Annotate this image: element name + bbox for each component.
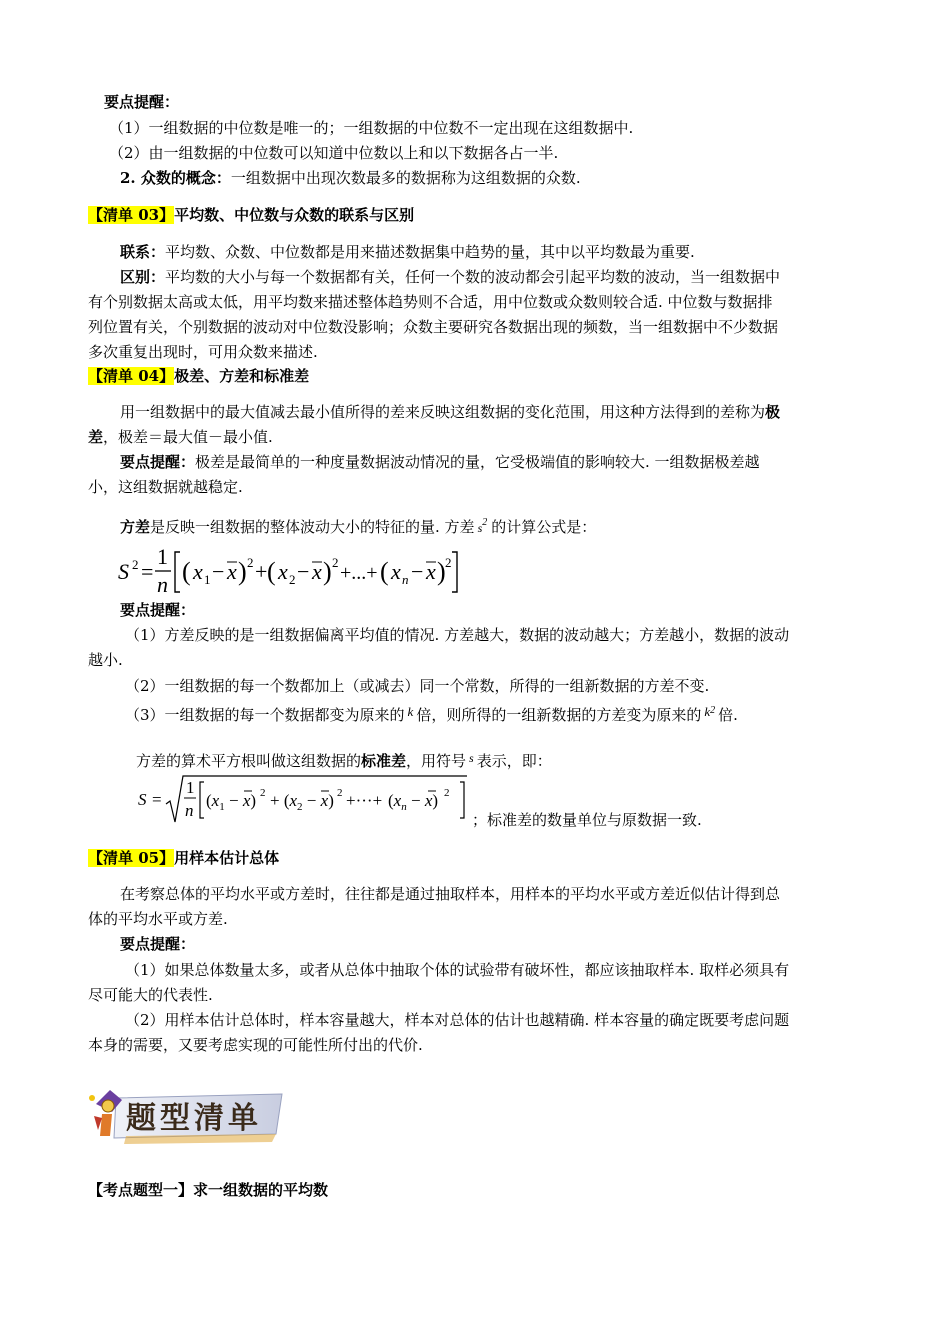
range-bold-2: 差 <box>88 428 104 446</box>
variance-bold: 方差 <box>120 518 151 536</box>
logo-text: 题型清单 <box>126 1101 262 1136</box>
sample-note-2-line-1: （2）用样本估计总体时，样本容量越大，样本对总体的估计也越精确. 样本容量的确定既要考虑问题 <box>125 1011 790 1029</box>
svg-text:x: x <box>426 559 436 584</box>
median-note-2: （2）由一组数据的中位数可以知道中位数以上和以下数据各占一半. <box>109 144 559 162</box>
section-05-tag: 【清单 05】 <box>88 849 175 867</box>
variance-note-label: 要点提醒： <box>120 601 196 619</box>
std-tail: ；标准差的数量单位与原数据一致. <box>472 811 702 829</box>
sample-note-1-line-2: 尽可能大的代表性. <box>88 986 213 1004</box>
std-intro <box>136 751 552 772</box>
range-note-label: 要点提醒： <box>120 453 196 471</box>
section-05-title: 用样本估计总体 <box>174 849 280 867</box>
sample-note-2-line-2: 本身的需要，又要考虑实现的可能性所付出的代价. <box>88 1036 423 1054</box>
formula-n: n <box>157 572 168 597</box>
note3-text-c: 倍. <box>718 706 738 724</box>
formula-S: S <box>118 559 129 584</box>
svg-text:2: 2 <box>332 555 339 570</box>
std-formula-eq: = <box>152 790 162 809</box>
std-text-d: 表示，即： <box>476 752 552 770</box>
std-formula-S: S <box>138 790 147 809</box>
term2-sub: 2 <box>289 572 296 587</box>
svg-text:(x1 − x): $(x_1 - x)$ <box>206 791 257 813</box>
formula-equals: = <box>141 559 154 584</box>
note3-k: k <box>407 704 414 719</box>
range-line-1 <box>120 402 780 422</box>
variance-note-1-line-1: （1）方差反映的是一组数据偏离平均值的情况. 方差越大，数据的波动越大；方差越小，数据的波动 <box>125 626 790 644</box>
formula-S-square: 2 <box>132 557 139 572</box>
svg-text:(: ( <box>267 557 276 586</box>
svg-text:2: 2 <box>260 787 266 799</box>
svg-text:2: 2 <box>444 787 450 799</box>
std-symbol: s <box>469 751 474 765</box>
diff-line-2: 有个别数据太高或太低，用平均数来描述整体趋势则不合适，用中位数或众数则较合适. 中位数与数据排 <box>88 293 773 311</box>
formula-one: 1 <box>157 544 168 569</box>
svg-text:x: x <box>312 559 322 584</box>
svg-text:2: 2 <box>337 787 343 799</box>
range-text-1: 用一组数据中的最大值减去最小值所得的差来反映这组数据的变化范围，用这种方法得到的差称为 <box>120 403 766 421</box>
svg-text:+: + <box>255 559 268 584</box>
svg-text:−: − <box>411 559 424 584</box>
relation-text: 平均数、众数、中位数都是用来描述数据集中趋势的量，其中以平均数最为重要. <box>165 243 695 261</box>
section-03-heading <box>88 205 414 225</box>
svg-text:x: x <box>391 559 401 584</box>
question-type-title: 【考点题型一】求一组数据的平均数 <box>88 1181 329 1199</box>
relation-line <box>120 242 695 262</box>
variance-formula <box>112 542 472 600</box>
mode-text: 一组数据中出现次数最多的数据称为这组数据的众数. <box>230 169 581 187</box>
section-03-tag: 【清单 03】 <box>88 206 175 224</box>
sample-note-1-line-1: （1）如果总体数量太多，或者从总体中抽取个体的试验带有破坏性，都应该抽取样本. 取样必须具有 <box>125 961 790 979</box>
mode-definition <box>120 168 581 188</box>
svg-text:2: 2 <box>445 555 452 570</box>
note3-text-b: 倍，则所得的一组新数据的方差变为原来的 <box>416 706 702 724</box>
section-04-heading <box>88 366 309 386</box>
diff-text-1: 平均数的大小与每一个数据都有关，任何一个数的波动都会引起平均数的波动，当一组数据中 <box>165 268 781 286</box>
key-point-label: 要点提醒： <box>104 93 180 111</box>
termn-sub: n <box>402 572 409 587</box>
variance-text-2: 的计算公式是： <box>491 518 597 536</box>
svg-text:): ) <box>323 557 332 586</box>
section-04-title: 极差、方差和标准差 <box>174 367 310 385</box>
section-03-title: 平均数、中位数与众数的联系与区别 <box>174 206 415 224</box>
note3-square: 2 <box>710 705 716 716</box>
sample-line-1: 在考察总体的平均水平或方差时，往往都是通过抽取样本，用样本的平均水平或方差近似估计得到总 <box>120 885 781 903</box>
range-line-2 <box>88 427 273 447</box>
relation-label: 联系： <box>120 243 166 261</box>
svg-text:(: ( <box>182 557 191 586</box>
variance-intro <box>120 517 596 540</box>
range-note-line-1 <box>120 452 760 472</box>
variance-note-3 <box>125 705 738 728</box>
median-note-1: （1）一组数据的中位数是唯一的；一组数据的中位数不一定出现在这组数据中. <box>109 119 634 137</box>
note3-k2: k <box>704 704 711 719</box>
diff-line-3: 列位置有关，个别数据的波动对中位数没影响；众数主要研究各数据出现的频数，当一组数据中不少数据 <box>88 318 779 336</box>
svg-text:x: x <box>227 559 237 584</box>
range-note-text: 极差是最简单的一种度量数据波动情况的量，它受极端值的影响较大. 一组数据极差越 <box>195 453 760 471</box>
svg-text:): ) <box>238 557 247 586</box>
range-text-2: ，极差＝最大值－最小值. <box>103 428 273 446</box>
term1-x: x <box>193 559 203 584</box>
svg-text:+ (x2 − x): + $(x_2 - x)$ <box>270 791 334 813</box>
term1-sub: 1 <box>204 572 211 587</box>
diff-line-4: 多次重复出现时，可用众数来描述. <box>88 343 318 361</box>
variance-text-1: 是反映一组数据的整体波动大小的特征的量. 方差 <box>150 518 475 536</box>
std-formula-n: n <box>185 801 194 820</box>
svg-text:): ) <box>437 557 446 586</box>
std-formula <box>134 772 474 828</box>
diff-line-1 <box>120 267 780 287</box>
svg-text:x: x <box>278 559 288 584</box>
std-bold: 标准差 <box>361 752 407 770</box>
svg-text:(xn − x): $(x_n - x)$ <box>388 791 439 813</box>
svg-text:−: − <box>212 559 225 584</box>
sample-note-label: 要点提醒： <box>120 935 196 953</box>
range-note-line-2: 小，这组数据就越稳定. <box>88 478 243 496</box>
variance-symbol: s <box>477 521 483 535</box>
sample-line-2: 体的平均水平或方差. <box>88 910 228 928</box>
mode-label: 2. 众数的概念： <box>120 169 231 187</box>
section-04-tag: 【清单 04】 <box>88 367 175 385</box>
svg-text:−: − <box>297 559 310 584</box>
section-05-heading <box>88 848 279 868</box>
diff-label: 区别： <box>120 268 166 286</box>
svg-text:(: ( <box>380 557 389 586</box>
svg-text:2: 2 <box>247 555 254 570</box>
std-text-a: 方差的算术平方根叫做这组数据的 <box>136 752 362 770</box>
std-text-c: ，用符号 <box>406 752 467 770</box>
formula-dots: +...+ <box>340 562 378 584</box>
variance-note-1-line-2: 越小. <box>88 651 123 669</box>
std-formula-one: 1 <box>186 778 195 797</box>
variance-square: 2 <box>482 517 488 528</box>
std-formula-dots: +···+ <box>346 791 383 810</box>
note3-text-a: （3）一组数据的每一个数据都变为原来的 <box>125 706 405 724</box>
variance-note-2: （2）一组数据的每一个数都加上（或减去）同一个常数，所得的一组新数据的方差不变. <box>125 677 710 695</box>
question-types-logo <box>86 1086 286 1150</box>
range-bold-1: 极 <box>765 403 781 421</box>
